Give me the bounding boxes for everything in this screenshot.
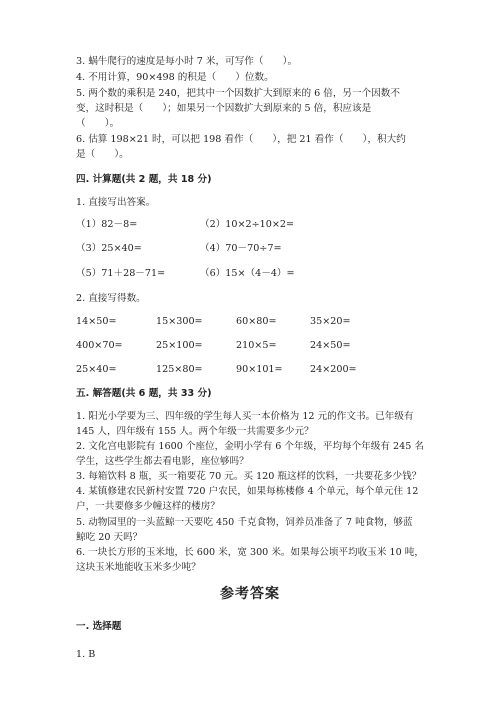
calc-item: 25×40=: [76, 364, 117, 375]
word-q5-line1: 5. 动物园里的一头蓝鲸一天要吃 450 千克食物，饲养员准备了 7 吨食物，够蓝: [76, 517, 413, 528]
calc-item: （2）10×2÷10×2=: [200, 219, 295, 230]
calc-item: 14×50=: [76, 316, 117, 327]
calc-item: 24×50=: [310, 340, 351, 351]
answer-item: 1. B: [76, 649, 96, 660]
calc-item: 210×5=: [236, 340, 277, 351]
word-q5-line2: 鲸吃 20 天吗？: [76, 532, 143, 543]
fill-q3-line1: 3. 蜗牛爬行的速度是每小时 7 米，可写作（ ）。: [76, 56, 298, 67]
word-q4-line1: 4. 某镇修建农民新村安置 720 户农民，如果每栋楼修 4 个单元，每个单元住 12: [76, 486, 419, 497]
calc-item: （3）25×40=: [76, 243, 142, 254]
fill-q5-line2: 变，这时积是（ ）；如果另一个因数扩大到原来的 5 倍，积应该是: [76, 103, 372, 114]
calc-item: 400×70=: [76, 340, 123, 351]
fill-q6-line1: 6. 估算 198×21 时，可以把 198 看作（ ），把 21 看作（ ），积大约: [76, 134, 406, 145]
answers-section1-title: 一. 选择题: [76, 621, 122, 632]
calc-item: （5）71＋28－71=: [76, 268, 166, 279]
word-q1-line2: 145 人，四年级有 155 人。两个年级一共需要多少元？: [76, 426, 314, 437]
word-q1-line1: 1. 阳光小学要为三、四年级的学生每人买一本价格为 12 元的作文书。已年级有: [76, 411, 414, 422]
calc-item: 25×100=: [156, 340, 203, 351]
calc-item: 24×200=: [310, 364, 357, 375]
calc-item: 125×80=: [156, 364, 203, 375]
answers-title: 参考答案: [220, 586, 280, 602]
section5-title: 五. 解答题(共 6 题，共 33 分): [76, 388, 212, 399]
fill-q4-line1: 4. 不用计算，90×498 的积是（ ）位数。: [76, 72, 274, 83]
calc-item: 35×20=: [310, 316, 351, 327]
fill-q5-line1: 5. 两个数的乘积是 240，把其中一个因数扩大到原来的 6 倍，另一个因数不: [76, 88, 400, 99]
word-q6-line2: 这块玉米地能收玉米多少吨？: [76, 562, 201, 573]
calc-item: （6）15×（4－4）=: [200, 268, 295, 279]
word-q6-line1: 6. 一块长方形的玉米地，长 600 米，宽 300 米。如果每公顷平均收玉米 10 吨，: [76, 547, 424, 558]
calc-item: （4）70－70÷7=: [200, 243, 282, 254]
word-q3-line1: 3. 每箱饮料 8 瓶，买一箱要花 70 元。买 120 瓶这样的饮料，一共要花多少钱？: [76, 471, 422, 482]
section4-title: 四. 计算题(共 2 题，共 18 分): [76, 174, 212, 185]
word-q2-line2: 学生，这些学生都去看电影，座位够吗？: [76, 456, 249, 467]
section4-q2-prompt: 2. 直接写得数。: [76, 293, 146, 304]
fill-q6-line2: 是（ ）。: [76, 149, 129, 160]
calc-item: 15×300=: [156, 316, 203, 327]
word-q4-line2: 户，一共要修多少幢这样的楼房？: [76, 501, 220, 512]
calc-item: 60×80=: [236, 316, 277, 327]
section4-q1-prompt: 1. 直接写出答案。: [76, 197, 156, 208]
fill-q5-line3: （ ）。: [76, 118, 120, 129]
calc-item: （1）82－8=: [76, 219, 138, 230]
word-q2-line1: 2. 文化宫电影院有 1600 个座位，金明小学有 6 个年级，平均每个年级有 245 名: [76, 441, 424, 452]
calc-item: 90×101=: [236, 364, 283, 375]
